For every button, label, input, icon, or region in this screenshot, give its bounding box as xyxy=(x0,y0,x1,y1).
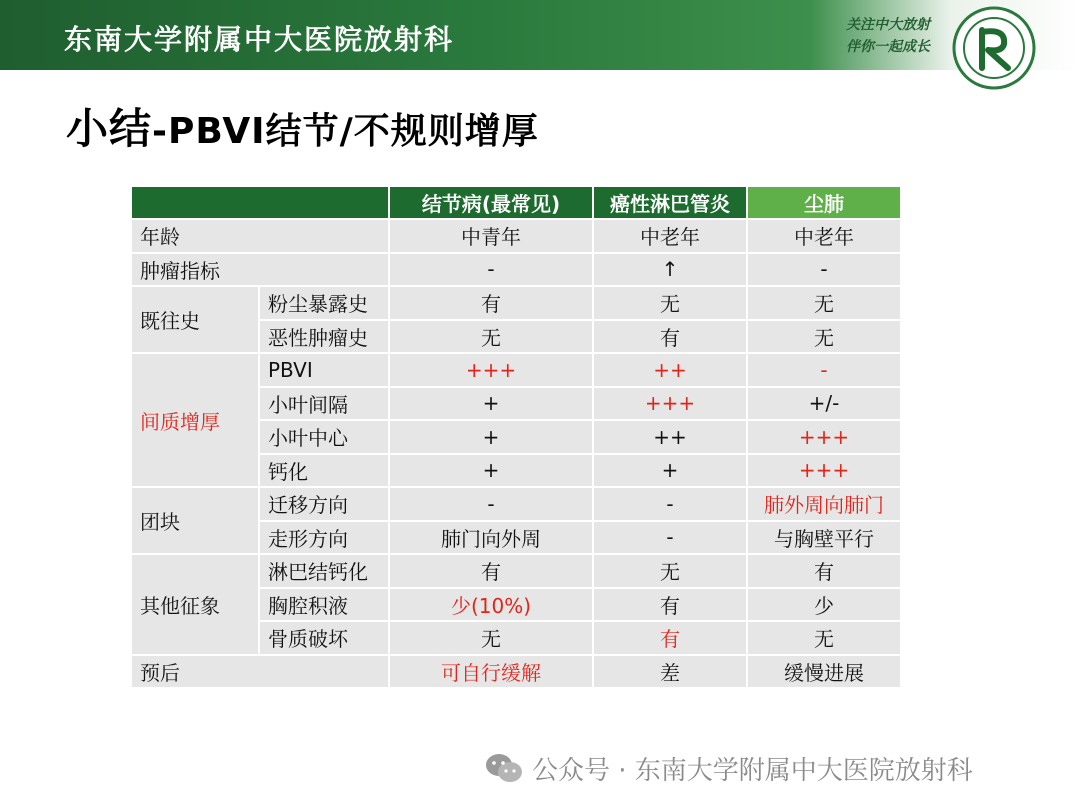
group-label: 团块 xyxy=(131,487,259,554)
wechat-watermark xyxy=(484,748,973,788)
cell: +++ xyxy=(747,420,901,454)
sub-label: 钙化 xyxy=(259,454,389,488)
slide-title-main: 小结 xyxy=(66,104,153,153)
slogan-line-1: 关注中大放射 xyxy=(846,17,930,33)
cell: 有 xyxy=(389,554,593,588)
cell: +++ xyxy=(747,454,901,488)
row-label: 年龄 xyxy=(131,219,389,253)
sub-label: 小叶间隔 xyxy=(259,387,389,421)
column-header-pneumoconiosis: 尘肺 xyxy=(747,186,901,219)
cell: 肺外周向肺门 xyxy=(747,487,901,521)
group-label: 其他征象 xyxy=(131,554,259,655)
sub-label: PBVI xyxy=(259,353,389,387)
sub-label: 迁移方向 xyxy=(259,487,389,521)
cell: 有 xyxy=(747,554,901,588)
cell: 少(10%) xyxy=(389,588,593,622)
table-row xyxy=(131,353,901,387)
table-header-row xyxy=(131,186,901,219)
cell: +/- xyxy=(747,387,901,421)
watermark-text: 公众号 · 东南大学附属中大医院放射科 xyxy=(532,755,973,786)
department-logo-icon xyxy=(952,6,1036,90)
table-row xyxy=(131,286,901,320)
table-row xyxy=(131,253,901,287)
table-row xyxy=(131,219,901,253)
cell: + xyxy=(389,454,593,488)
column-header-sarcoidosis: 结节病(最常见) xyxy=(389,186,593,219)
cell: - xyxy=(593,521,747,555)
cell: 中青年 xyxy=(389,219,593,253)
cell: ↑ xyxy=(593,253,747,287)
column-header-lymphangitis: 癌性淋巴管炎 xyxy=(593,186,747,219)
cell: +++ xyxy=(389,353,593,387)
cell: 无 xyxy=(389,621,593,655)
row-label: 预后 xyxy=(131,655,389,689)
cell: 有 xyxy=(593,588,747,622)
cell: 无 xyxy=(747,320,901,354)
comparison-table xyxy=(130,185,902,689)
cell: + xyxy=(593,454,747,488)
cell: +++ xyxy=(593,387,747,421)
table-row xyxy=(131,655,901,689)
sub-label: 骨质破坏 xyxy=(259,621,389,655)
cell: 中老年 xyxy=(747,219,901,253)
cell: + xyxy=(389,387,593,421)
hospital-department-title: 东南大学附属中大医院放射科 xyxy=(64,23,455,56)
cell: - xyxy=(593,487,747,521)
group-label: 既往史 xyxy=(131,286,259,353)
cell: 有 xyxy=(593,320,747,354)
slogan-line-2: 伴你一起成长 xyxy=(846,39,930,55)
cell: 缓慢进展 xyxy=(747,655,901,689)
sub-label: 粉尘暴露史 xyxy=(259,286,389,320)
cell: - xyxy=(747,353,901,387)
cell: 有 xyxy=(593,621,747,655)
cell: + xyxy=(389,420,593,454)
cell: 无 xyxy=(593,286,747,320)
cell: - xyxy=(389,487,593,521)
table-row xyxy=(131,487,901,521)
cell: 有 xyxy=(389,286,593,320)
cell: 无 xyxy=(389,320,593,354)
cell: 无 xyxy=(747,621,901,655)
cell: - xyxy=(389,253,593,287)
sub-label: 胸腔积液 xyxy=(259,588,389,622)
cell: ++ xyxy=(593,353,747,387)
sub-label: 淋巴结钙化 xyxy=(259,554,389,588)
cell: 与胸壁平行 xyxy=(747,521,901,555)
cell: 可自行缓解 xyxy=(389,655,593,689)
table-row xyxy=(131,554,901,588)
cell: 肺门向外周 xyxy=(389,521,593,555)
wechat-icon xyxy=(484,751,524,785)
cell: - xyxy=(747,253,901,287)
header-blank-cell xyxy=(131,186,389,219)
cell: 差 xyxy=(593,655,747,689)
slide-title-sub: -PBVI结节/不规则增厚 xyxy=(152,111,539,152)
row-label: 肿瘤指标 xyxy=(131,253,389,287)
cell: ++ xyxy=(593,420,747,454)
cell: 无 xyxy=(747,286,901,320)
header-banner xyxy=(0,0,1080,70)
group-label: 间质增厚 xyxy=(131,353,259,487)
sub-label: 恶性肿瘤史 xyxy=(259,320,389,354)
slogan xyxy=(800,14,930,58)
slide-title xyxy=(66,96,539,156)
sub-label: 小叶中心 xyxy=(259,420,389,454)
cell: 少 xyxy=(747,588,901,622)
cell: 中老年 xyxy=(593,219,747,253)
sub-label: 走形方向 xyxy=(259,521,389,555)
cell: 无 xyxy=(593,554,747,588)
